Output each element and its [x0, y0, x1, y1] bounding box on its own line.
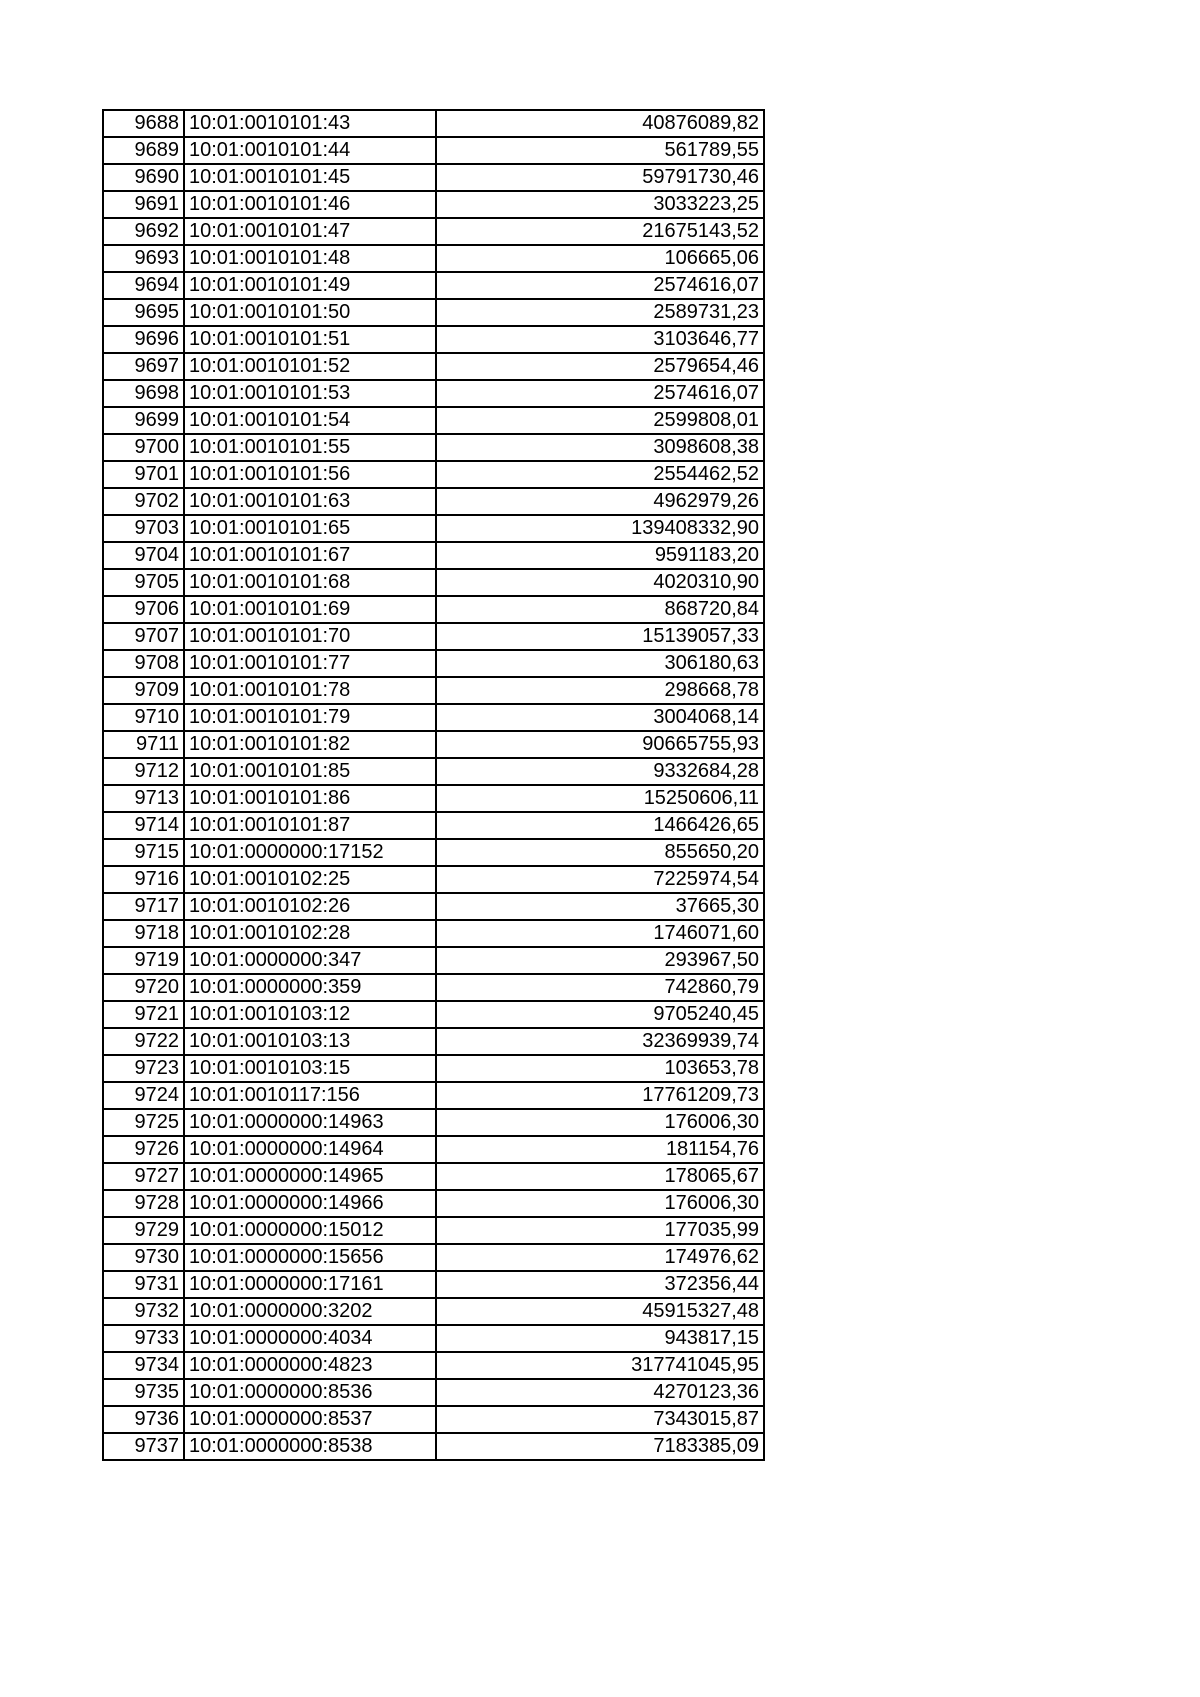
row-number-cell: 9735 — [103, 1379, 184, 1406]
row-number-cell: 9724 — [103, 1082, 184, 1109]
cadastral-number-cell: 10:01:0010101:82 — [184, 731, 436, 758]
cadastral-number-cell: 10:01:0010101:78 — [184, 677, 436, 704]
value-cell: 45915327,48 — [436, 1298, 764, 1325]
cadastral-number-cell: 10:01:0010102:26 — [184, 893, 436, 920]
value-cell: 32369939,74 — [436, 1028, 764, 1055]
row-number-cell: 9719 — [103, 947, 184, 974]
value-cell: 306180,63 — [436, 650, 764, 677]
value-cell: 9705240,45 — [436, 1001, 764, 1028]
table-row — [103, 785, 764, 812]
table-row — [103, 569, 764, 596]
cadastral-number-cell: 10:01:0010101:86 — [184, 785, 436, 812]
row-number-cell: 9701 — [103, 461, 184, 488]
value-cell: 106665,06 — [436, 245, 764, 272]
row-number-cell: 9733 — [103, 1325, 184, 1352]
value-cell: 2554462,52 — [436, 461, 764, 488]
value-cell: 3103646,77 — [436, 326, 764, 353]
table-row — [103, 407, 764, 434]
table-row — [103, 1163, 764, 1190]
table-row — [103, 542, 764, 569]
row-number-cell: 9736 — [103, 1406, 184, 1433]
row-number-cell: 9725 — [103, 1109, 184, 1136]
cadastral-number-cell: 10:01:0010117:156 — [184, 1082, 436, 1109]
cadastral-number-cell: 10:01:0010101:56 — [184, 461, 436, 488]
cadastral-number-cell: 10:01:0010101:69 — [184, 596, 436, 623]
row-number-cell: 9699 — [103, 407, 184, 434]
row-number-cell: 9711 — [103, 731, 184, 758]
row-number-cell: 9697 — [103, 353, 184, 380]
row-number-cell: 9707 — [103, 623, 184, 650]
cadastral-number-cell: 10:01:0010101:65 — [184, 515, 436, 542]
table-row — [103, 758, 764, 785]
value-cell: 103653,78 — [436, 1055, 764, 1082]
row-number-cell: 9728 — [103, 1190, 184, 1217]
row-number-cell: 9706 — [103, 596, 184, 623]
cadastral-number-cell: 10:01:0000000:14965 — [184, 1163, 436, 1190]
table-row — [103, 326, 764, 353]
table-body — [103, 110, 764, 1460]
value-cell: 9332684,28 — [436, 758, 764, 785]
cadastral-number-cell: 10:01:0000000:15012 — [184, 1217, 436, 1244]
table-row — [103, 1379, 764, 1406]
row-number-cell: 9732 — [103, 1298, 184, 1325]
row-number-cell: 9715 — [103, 839, 184, 866]
cadastral-number-cell: 10:01:0000000:15656 — [184, 1244, 436, 1271]
value-cell: 868720,84 — [436, 596, 764, 623]
value-cell: 2574616,07 — [436, 380, 764, 407]
cadastral-number-cell: 10:01:0010102:28 — [184, 920, 436, 947]
cadastral-number-cell: 10:01:0000000:347 — [184, 947, 436, 974]
row-number-cell: 9717 — [103, 893, 184, 920]
cadastral-number-cell: 10:01:0000000:359 — [184, 974, 436, 1001]
table-row — [103, 1082, 764, 1109]
cadastral-number-cell: 10:01:0010101:79 — [184, 704, 436, 731]
row-number-cell: 9689 — [103, 137, 184, 164]
row-number-cell: 9698 — [103, 380, 184, 407]
row-number-cell: 9696 — [103, 326, 184, 353]
cadastral-number-cell: 10:01:0010101:49 — [184, 272, 436, 299]
table-row — [103, 1433, 764, 1460]
table-row — [103, 1406, 764, 1433]
table-row — [103, 434, 764, 461]
cadastral-number-cell: 10:01:0010101:54 — [184, 407, 436, 434]
value-cell: 181154,76 — [436, 1136, 764, 1163]
cadastral-number-cell: 10:01:0010101:43 — [184, 110, 436, 137]
row-number-cell: 9688 — [103, 110, 184, 137]
table-row — [103, 353, 764, 380]
value-cell: 4962979,26 — [436, 488, 764, 515]
value-cell: 59791730,46 — [436, 164, 764, 191]
row-number-cell: 9737 — [103, 1433, 184, 1460]
table-row — [103, 1217, 764, 1244]
row-number-cell: 9734 — [103, 1352, 184, 1379]
value-cell: 317741045,95 — [436, 1352, 764, 1379]
row-number-cell: 9716 — [103, 866, 184, 893]
row-number-cell: 9722 — [103, 1028, 184, 1055]
row-number-cell: 9710 — [103, 704, 184, 731]
row-number-cell: 9726 — [103, 1136, 184, 1163]
table-row — [103, 1028, 764, 1055]
value-cell: 176006,30 — [436, 1109, 764, 1136]
value-cell: 855650,20 — [436, 839, 764, 866]
table-row — [103, 1352, 764, 1379]
table-row — [103, 650, 764, 677]
cadastral-number-cell: 10:01:0010101:85 — [184, 758, 436, 785]
cadastral-number-cell: 10:01:0000000:4034 — [184, 1325, 436, 1352]
table-row — [103, 191, 764, 218]
value-cell: 7183385,09 — [436, 1433, 764, 1460]
cadastral-number-cell: 10:01:0010101:52 — [184, 353, 436, 380]
value-cell: 3004068,14 — [436, 704, 764, 731]
row-number-cell: 9705 — [103, 569, 184, 596]
row-number-cell: 9703 — [103, 515, 184, 542]
table-row — [103, 110, 764, 137]
value-cell: 7343015,87 — [436, 1406, 764, 1433]
cadastral-number-cell: 10:01:0010101:70 — [184, 623, 436, 650]
table-row — [103, 1244, 764, 1271]
table-row — [103, 893, 764, 920]
table-row — [103, 488, 764, 515]
value-cell: 742860,79 — [436, 974, 764, 1001]
value-cell: 37665,30 — [436, 893, 764, 920]
table-row — [103, 731, 764, 758]
table-row — [103, 623, 764, 650]
row-number-cell: 9700 — [103, 434, 184, 461]
cadastral-number-cell: 10:01:0010103:12 — [184, 1001, 436, 1028]
row-number-cell: 9695 — [103, 299, 184, 326]
cadastral-number-cell: 10:01:0010103:13 — [184, 1028, 436, 1055]
row-number-cell: 9690 — [103, 164, 184, 191]
table-row — [103, 1271, 764, 1298]
table-row — [103, 245, 764, 272]
table-row — [103, 1325, 764, 1352]
row-number-cell: 9713 — [103, 785, 184, 812]
value-cell: 15250606,11 — [436, 785, 764, 812]
value-cell: 3098608,38 — [436, 434, 764, 461]
value-cell: 298668,78 — [436, 677, 764, 704]
value-cell: 9591183,20 — [436, 542, 764, 569]
cadastral-value-table — [102, 109, 765, 1461]
value-cell: 15139057,33 — [436, 623, 764, 650]
table-row — [103, 218, 764, 245]
row-number-cell: 9730 — [103, 1244, 184, 1271]
cadastral-number-cell: 10:01:0010101:77 — [184, 650, 436, 677]
table-row — [103, 1298, 764, 1325]
cadastral-number-cell: 10:01:0010103:15 — [184, 1055, 436, 1082]
row-number-cell: 9708 — [103, 650, 184, 677]
value-cell: 3033223,25 — [436, 191, 764, 218]
row-number-cell: 9691 — [103, 191, 184, 218]
table-row — [103, 704, 764, 731]
cadastral-number-cell: 10:01:0010101:50 — [184, 299, 436, 326]
cadastral-number-cell: 10:01:0010101:55 — [184, 434, 436, 461]
value-cell: 4270123,36 — [436, 1379, 764, 1406]
cadastral-number-cell: 10:01:0000000:3202 — [184, 1298, 436, 1325]
table-row — [103, 1055, 764, 1082]
table-row — [103, 1136, 764, 1163]
value-cell: 40876089,82 — [436, 110, 764, 137]
value-cell: 2589731,23 — [436, 299, 764, 326]
row-number-cell: 9729 — [103, 1217, 184, 1244]
value-cell: 4020310,90 — [436, 569, 764, 596]
cadastral-number-cell: 10:01:0010101:67 — [184, 542, 436, 569]
table-row — [103, 596, 764, 623]
table-row — [103, 1001, 764, 1028]
table-row — [103, 947, 764, 974]
value-cell: 561789,55 — [436, 137, 764, 164]
table-row — [103, 461, 764, 488]
table-row — [103, 920, 764, 947]
row-number-cell: 9723 — [103, 1055, 184, 1082]
table-row — [103, 137, 764, 164]
table-row — [103, 1109, 764, 1136]
value-cell: 2579654,46 — [436, 353, 764, 380]
value-cell: 17761209,73 — [436, 1082, 764, 1109]
cadastral-number-cell: 10:01:0010102:25 — [184, 866, 436, 893]
row-number-cell: 9720 — [103, 974, 184, 1001]
value-cell: 21675143,52 — [436, 218, 764, 245]
value-cell: 1466426,65 — [436, 812, 764, 839]
row-number-cell: 9704 — [103, 542, 184, 569]
value-cell: 2599808,01 — [436, 407, 764, 434]
cadastral-number-cell: 10:01:0010101:45 — [184, 164, 436, 191]
row-number-cell: 9692 — [103, 218, 184, 245]
value-cell: 139408332,90 — [436, 515, 764, 542]
table-row — [103, 866, 764, 893]
table-row — [103, 839, 764, 866]
value-cell: 1746071,60 — [436, 920, 764, 947]
cadastral-number-cell: 10:01:0010101:87 — [184, 812, 436, 839]
cadastral-number-cell: 10:01:0000000:17161 — [184, 1271, 436, 1298]
cadastral-number-cell: 10:01:0010101:63 — [184, 488, 436, 515]
value-cell: 176006,30 — [436, 1190, 764, 1217]
table-row — [103, 677, 764, 704]
table-row — [103, 299, 764, 326]
row-number-cell: 9714 — [103, 812, 184, 839]
value-cell: 372356,44 — [436, 1271, 764, 1298]
cadastral-number-cell: 10:01:0000000:8537 — [184, 1406, 436, 1433]
table-row — [103, 974, 764, 1001]
value-cell: 943817,15 — [436, 1325, 764, 1352]
row-number-cell: 9709 — [103, 677, 184, 704]
row-number-cell: 9712 — [103, 758, 184, 785]
row-number-cell: 9727 — [103, 1163, 184, 1190]
value-cell: 293967,50 — [436, 947, 764, 974]
cadastral-number-cell: 10:01:0000000:17152 — [184, 839, 436, 866]
row-number-cell: 9694 — [103, 272, 184, 299]
row-number-cell: 9721 — [103, 1001, 184, 1028]
row-number-cell: 9718 — [103, 920, 184, 947]
cadastral-number-cell: 10:01:0000000:8536 — [184, 1379, 436, 1406]
cadastral-number-cell: 10:01:0000000:14963 — [184, 1109, 436, 1136]
table-row — [103, 812, 764, 839]
cadastral-number-cell: 10:01:0000000:4823 — [184, 1352, 436, 1379]
value-cell: 174976,62 — [436, 1244, 764, 1271]
row-number-cell: 9731 — [103, 1271, 184, 1298]
cadastral-number-cell: 10:01:0000000:14966 — [184, 1190, 436, 1217]
table-row — [103, 515, 764, 542]
value-cell: 7225974,54 — [436, 866, 764, 893]
cadastral-number-cell: 10:01:0010101:53 — [184, 380, 436, 407]
cadastral-number-cell: 10:01:0010101:46 — [184, 191, 436, 218]
cadastral-number-cell: 10:01:0010101:47 — [184, 218, 436, 245]
cadastral-number-cell: 10:01:0010101:44 — [184, 137, 436, 164]
row-number-cell: 9702 — [103, 488, 184, 515]
cadastral-number-cell: 10:01:0000000:14964 — [184, 1136, 436, 1163]
cadastral-number-cell: 10:01:0010101:48 — [184, 245, 436, 272]
cadastral-number-cell: 10:01:0010101:68 — [184, 569, 436, 596]
cadastral-number-cell: 10:01:0010101:51 — [184, 326, 436, 353]
table-row — [103, 272, 764, 299]
row-number-cell: 9693 — [103, 245, 184, 272]
table-row — [103, 380, 764, 407]
value-cell: 2574616,07 — [436, 272, 764, 299]
value-cell: 90665755,93 — [436, 731, 764, 758]
cadastral-number-cell: 10:01:0000000:8538 — [184, 1433, 436, 1460]
value-cell: 177035,99 — [436, 1217, 764, 1244]
table-row — [103, 1190, 764, 1217]
table-row — [103, 164, 764, 191]
value-cell: 178065,67 — [436, 1163, 764, 1190]
